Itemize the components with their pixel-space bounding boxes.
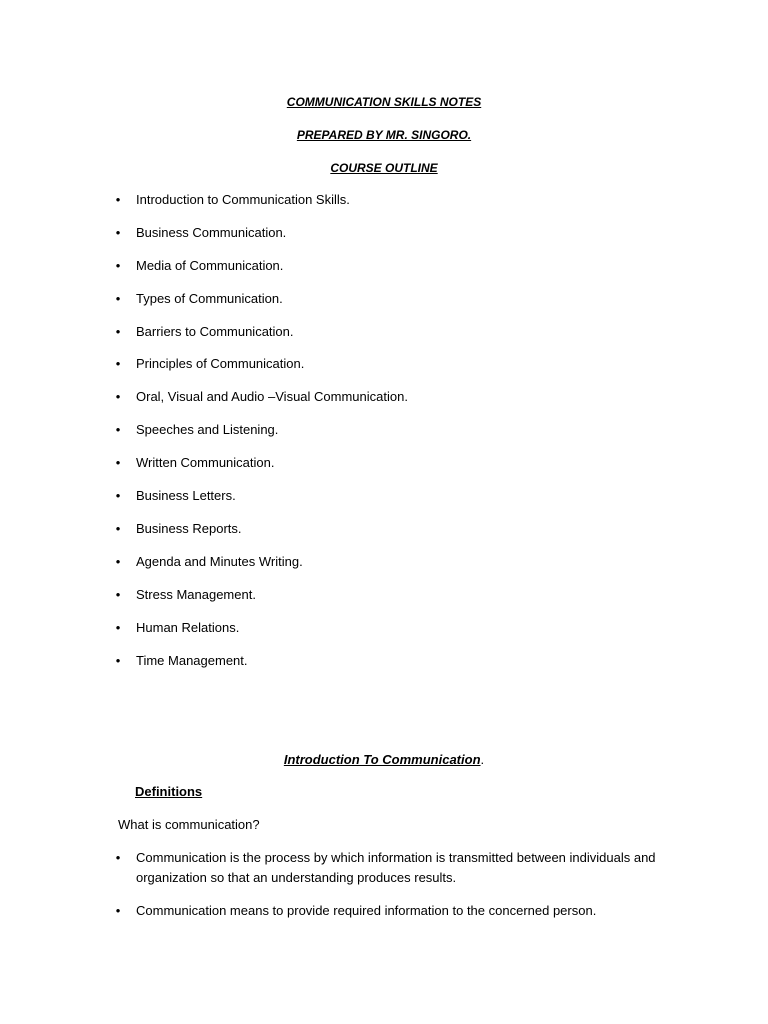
list-item	[112, 289, 672, 309]
bullet-icon: •	[115, 903, 121, 918]
list-item	[112, 223, 672, 243]
section-title-suffix: .	[480, 752, 485, 767]
bullet-icon: •	[115, 620, 121, 635]
list-item	[112, 322, 672, 342]
bullet-icon: •	[115, 554, 121, 569]
bullet-icon: •	[115, 488, 121, 503]
bullet-icon: •	[115, 258, 121, 273]
definitions-heading: Definitions	[135, 784, 203, 799]
list-item-text: Barriers to Communication.	[136, 324, 294, 339]
bullet-icon: •	[115, 521, 121, 536]
bullet-icon: •	[115, 291, 121, 306]
bullet-icon: •	[115, 587, 121, 602]
question-text: What is communication?	[118, 817, 260, 832]
list-item-text: Written Communication.	[136, 455, 275, 470]
list-item-text: Communication is the process by which information is transmitted between individuals and organization so that an understanding produces results.	[136, 850, 656, 885]
list-item-text: Business Letters.	[136, 488, 236, 503]
list-item	[112, 190, 672, 210]
list-item	[112, 901, 672, 921]
bullet-icon: •	[115, 653, 121, 668]
list-item-text: Oral, Visual and Audio –Visual Communication.	[136, 389, 408, 404]
bullet-icon: •	[115, 389, 121, 404]
bullet-icon: •	[115, 192, 121, 207]
list-item-text: Introduction to Communication Skills.	[136, 192, 350, 207]
list-item-text: Principles of Communication.	[136, 356, 305, 371]
bullet-icon: •	[115, 850, 121, 865]
list-item-text: Media of Communication.	[136, 258, 284, 273]
list-item-text: Business Reports.	[136, 521, 242, 536]
list-item-text: Speeches and Listening.	[136, 422, 279, 437]
bullet-icon: •	[115, 422, 121, 437]
list-item-text: Stress Management.	[136, 587, 256, 602]
list-item	[112, 486, 672, 506]
bullet-icon: •	[115, 455, 121, 470]
section-title-line	[0, 752, 768, 768]
list-item	[112, 618, 672, 638]
list-item	[112, 651, 672, 671]
list-item	[112, 519, 672, 539]
document-title: COMMUNICATION SKILLS NOTES	[286, 95, 482, 109]
section-title: Introduction To Communication	[283, 752, 481, 767]
list-item	[112, 585, 672, 605]
list-item	[112, 848, 672, 888]
list-item	[112, 453, 672, 473]
list-item-text: Types of Communication.	[136, 291, 283, 306]
author-line: PREPARED BY MR. SINGORO.	[296, 128, 472, 142]
list-item-text: Communication means to provide required information to the concerned person.	[136, 903, 597, 918]
bullet-icon: •	[115, 225, 121, 240]
course-outline-heading: COURSE OUTLINE	[330, 161, 438, 175]
list-item-text: Agenda and Minutes Writing.	[136, 554, 303, 569]
list-item-text: Time Management.	[136, 653, 248, 668]
list-item	[112, 387, 672, 407]
list-item	[112, 354, 672, 374]
bullet-icon: •	[115, 356, 121, 371]
list-item-text: Business Communication.	[136, 225, 287, 240]
bullet-icon: •	[115, 324, 121, 339]
list-item-text: Human Relations.	[136, 620, 240, 635]
list-item	[112, 420, 672, 440]
list-item	[112, 552, 672, 572]
list-item	[112, 256, 672, 276]
